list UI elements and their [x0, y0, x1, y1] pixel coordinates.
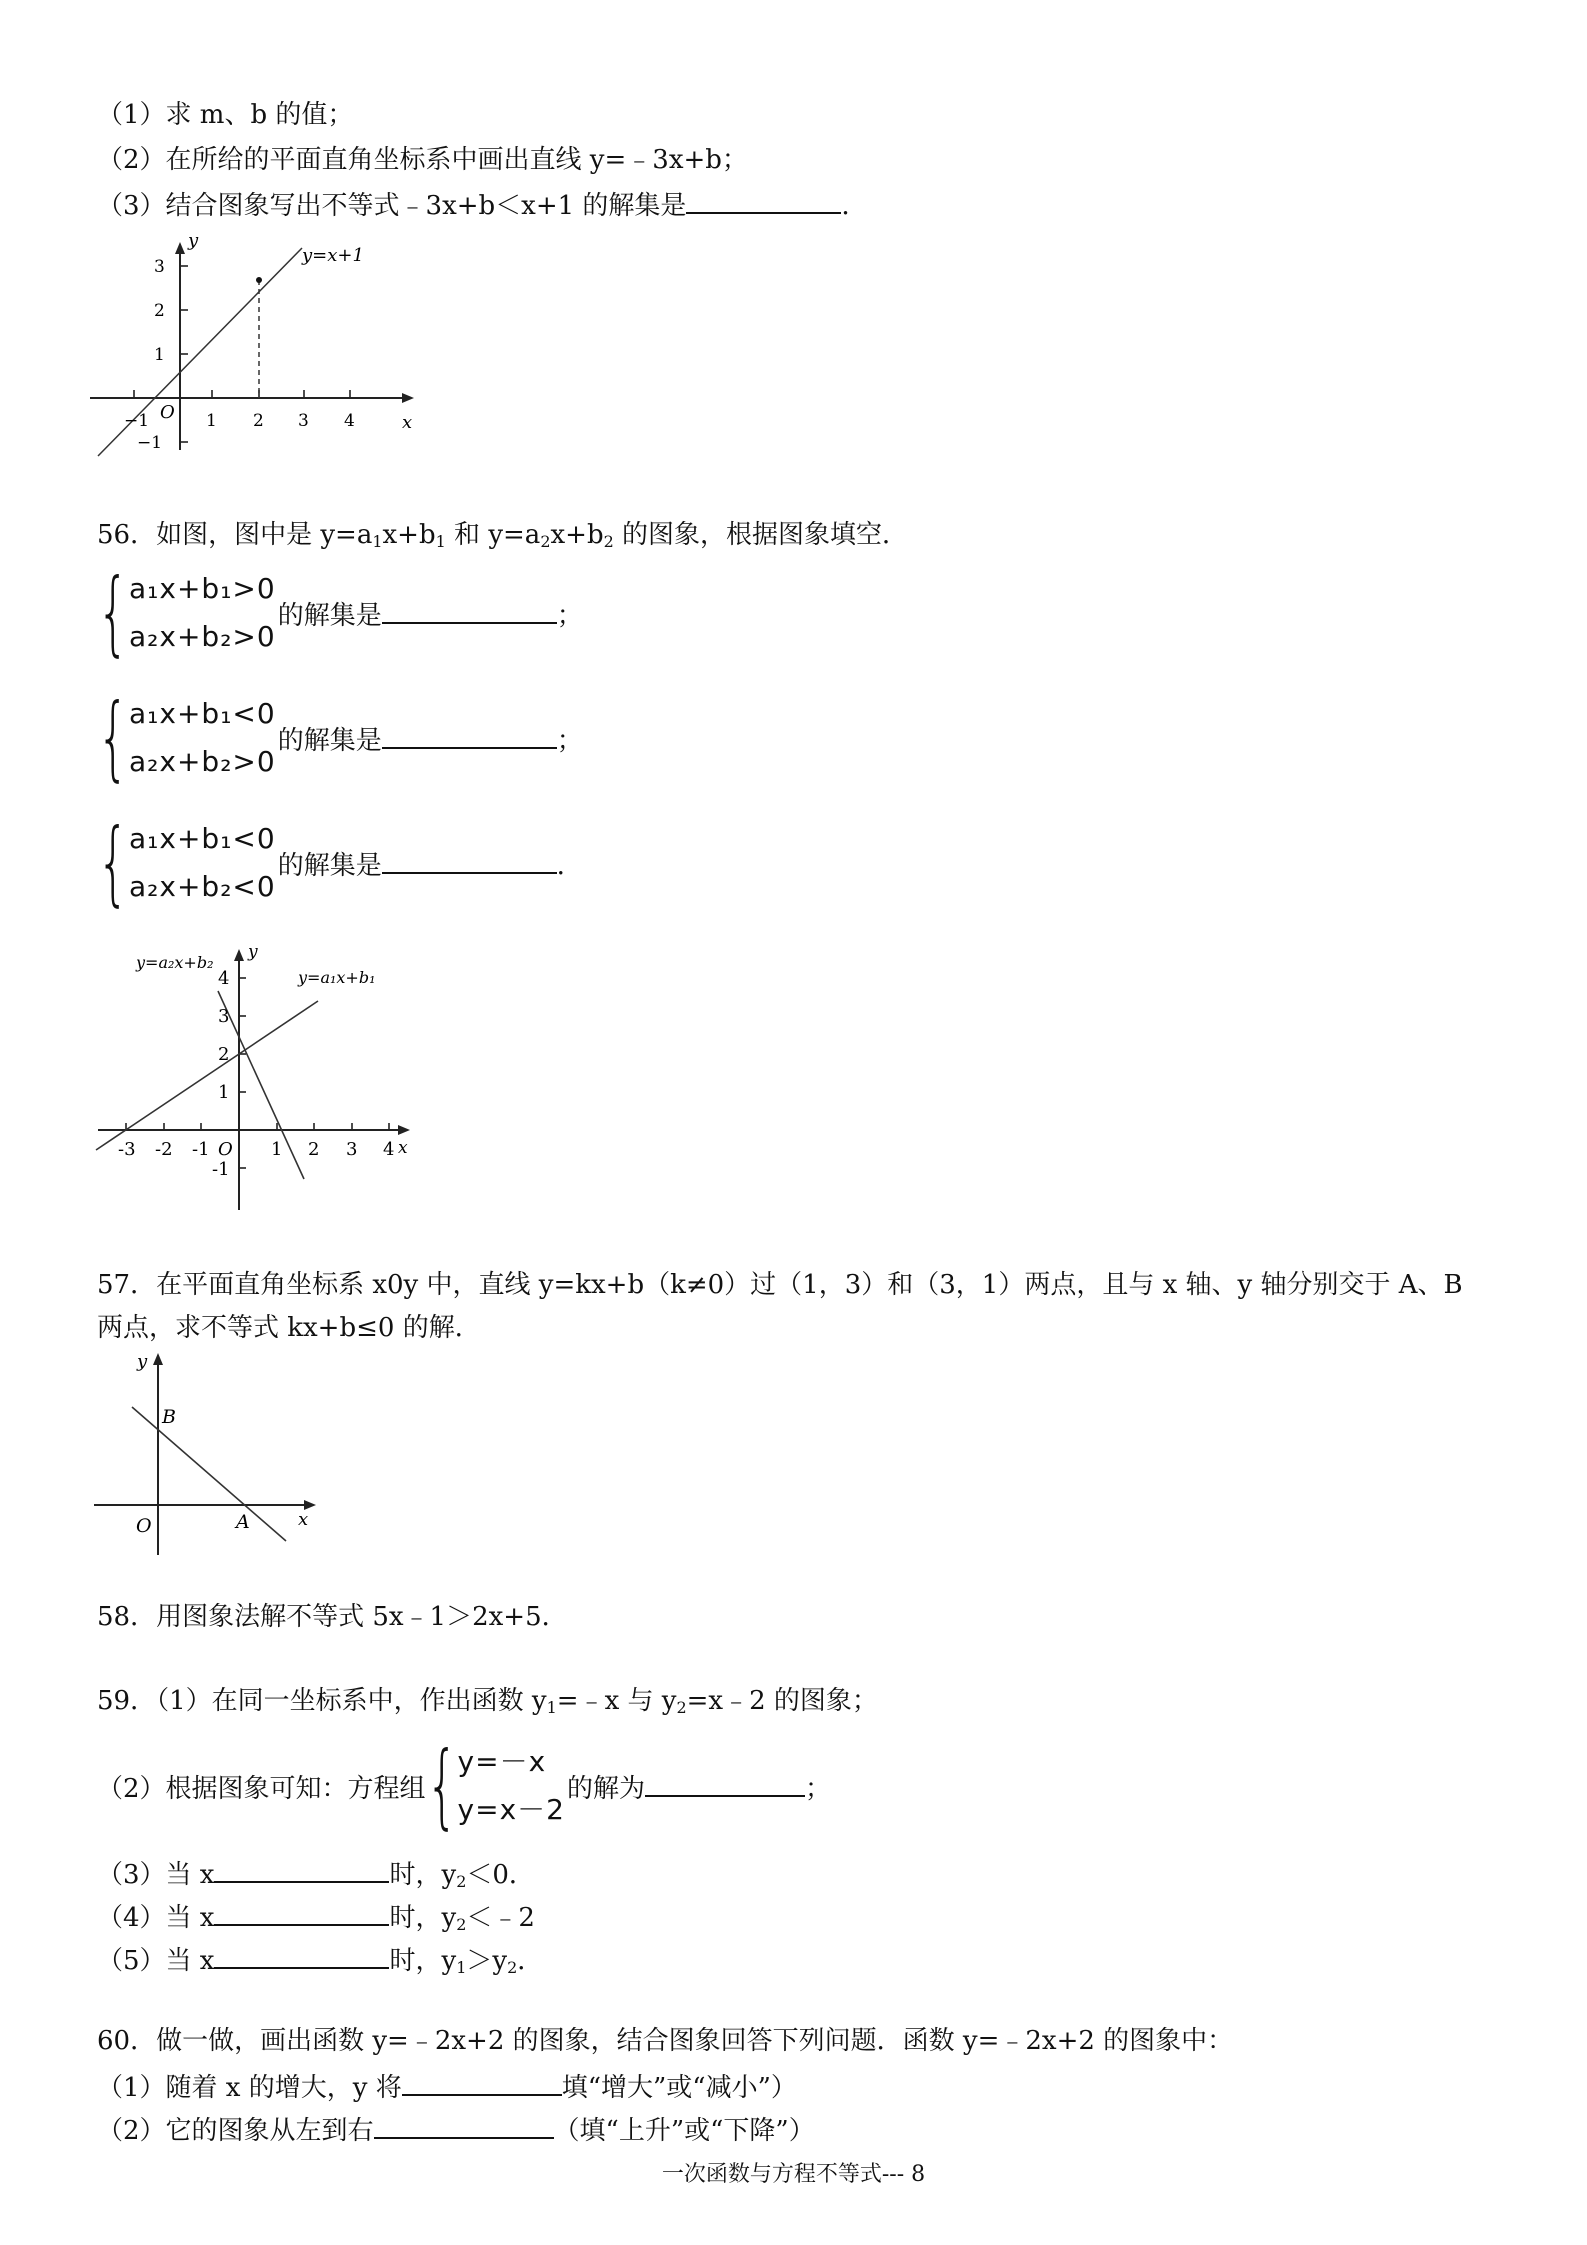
x-neg-tick: −1	[124, 411, 150, 431]
x-tick-label: -1	[192, 1139, 210, 1160]
x-tick-label: 3	[298, 411, 309, 431]
y-tick-label: 4	[218, 968, 230, 989]
x-tick-label: 2	[253, 411, 264, 431]
line-label-2: y=a₂x+b₂	[136, 953, 214, 972]
q60-part2: （2）它的图象从左到右 （填“上升”或“下降”）	[97, 2111, 815, 2148]
y-axis-label: y	[137, 1351, 148, 1372]
brace: {	[97, 559, 130, 666]
equation: y=－x	[457, 1745, 547, 1778]
x-axis-label: x	[398, 1138, 408, 1158]
answer-blank[interactable]	[382, 596, 557, 624]
point-a-label: A	[236, 1511, 250, 1533]
x-tick-label: 4	[344, 411, 355, 431]
y-tick-label: 2	[218, 1044, 230, 1065]
y-tick-label: 2	[154, 301, 165, 321]
q59-part3: （3）当 x 时，$y_2<0$．	[97, 1855, 535, 1892]
x-tick-label: 3	[346, 1139, 358, 1160]
answer-blank[interactable]	[402, 2068, 562, 2096]
brace: {	[97, 684, 130, 791]
y-neg-tick: −1	[137, 433, 163, 453]
y-axis-label: y	[248, 942, 258, 962]
y-tick-label: 3	[218, 1006, 230, 1027]
q60-intro: 60．做一做，画出函数 y=﹣2x+2 的图象，结合图象回答下列问题．函数 y=﹣2x+2 的图象中：	[97, 2026, 1234, 2056]
equation: a₁x+b₁>0	[129, 572, 276, 605]
q55-part2: （2）在所给的平面直角坐标系中画出直线 y=﹣3x+b；	[97, 145, 748, 175]
x-tick-label: -2	[155, 1139, 173, 1160]
answer-blank[interactable]	[382, 721, 557, 749]
line-label: y=x+1	[302, 245, 364, 266]
x-tick-label: 1	[206, 411, 217, 431]
q59-part5: （5）当 x 时，$y_1>y_2$．	[97, 1941, 543, 1978]
q55-graph	[90, 228, 430, 458]
page-footer: 一次函数与方程不等式--- 8	[661, 2162, 926, 2187]
q59-part1: 59．（1）在同一坐标系中，作出函数 $y_1=﹣x$ 与 $y_2=x﹣2$ 的图象；	[97, 1686, 878, 1717]
answer-blank[interactable]	[374, 2111, 554, 2139]
equation: y=x－2	[457, 1793, 565, 1826]
answer-blank[interactable]	[214, 1941, 389, 1969]
y-tick-label: 1	[154, 345, 165, 365]
q55-part3: （3）结合图象写出不等式﹣3x+b＜x+1 的解集是 ．	[97, 186, 867, 223]
x-tick-label: 1	[271, 1139, 283, 1160]
y-tick-label: 3	[154, 257, 165, 277]
brace: {	[425, 1732, 458, 1839]
brace: {	[97, 809, 130, 916]
equation: a₂x+b₂>0	[129, 745, 276, 778]
answer-blank[interactable]	[382, 846, 557, 874]
x-tick-label: 2	[308, 1139, 320, 1160]
q56-system-2: { a₁x+b₁<0 a₂x+b₂>0 的解集是 ；	[97, 684, 583, 791]
origin-label: O	[136, 1515, 152, 1537]
origin-label: O	[218, 1139, 233, 1160]
equation: a₁x+b₁<0	[129, 822, 276, 855]
equation: a₁x+b₁<0	[129, 697, 276, 730]
q57-line1: 57．在平面直角坐标系 x0y 中，直线 y=kx+b（k≠0）过（1，3）和（3，1）两点，且与 x 轴、y 轴分别交于 A、B	[97, 1270, 1463, 1300]
answer-blank[interactable]	[214, 1898, 389, 1926]
y-neg-tick: -1	[212, 1159, 230, 1180]
x-tick-label: -3	[118, 1139, 136, 1160]
line-label-1: y=a₁x+b₁	[298, 968, 376, 987]
answer-blank[interactable]	[645, 1769, 805, 1797]
x-axis-label: x	[298, 1509, 309, 1530]
q59-part2: （2）根据图象可知：方程组 { y=－x y=x－2 的解为 ；	[97, 1732, 831, 1839]
q60-part1: （1）随着 x 的增大，y 将 填“增大”或“减小”）	[97, 2068, 797, 2105]
q55-part3-text: （3）结合图象写出不等式﹣3x+b＜x+1 的解集是	[97, 191, 687, 221]
q57-line2: 两点，求不等式 kx+b≤0 的解．	[97, 1313, 481, 1343]
q58-text: 58．用图象法解不等式 5x﹣1＞2x+5．	[97, 1602, 568, 1632]
q57-graph	[90, 1345, 330, 1555]
y-tick-label: 1	[218, 1082, 230, 1103]
q56-intro: 56．如图，图中是 $y=a_1x+b_1$ 和 $y=a_2x+b_2$ 的图象，根据图象填空．	[97, 520, 909, 551]
equation: a₂x+b₂>0	[129, 620, 276, 653]
answer-blank[interactable]	[214, 1855, 389, 1883]
equation: a₂x+b₂<0	[129, 870, 276, 903]
origin-label: O	[160, 402, 175, 423]
q56-system-1: { a₁x+b₁>0 a₂x+b₂>0 的解集是 ；	[97, 559, 583, 666]
q59-part4: （4）当 x 时，$y_2<﹣2$	[97, 1898, 535, 1935]
x-tick-label: 4	[383, 1139, 395, 1160]
y-axis-label: y	[188, 230, 199, 251]
x-axis-label: x	[402, 412, 413, 433]
q56-graph	[90, 935, 440, 1220]
point-b-label: B	[162, 1406, 176, 1428]
q56-system-3: { a₁x+b₁<0 a₂x+b₂<0 的解集是 ．	[97, 809, 583, 916]
answer-blank[interactable]	[686, 186, 841, 214]
q55-part1: （1）求 m、b 的值；	[97, 100, 354, 130]
